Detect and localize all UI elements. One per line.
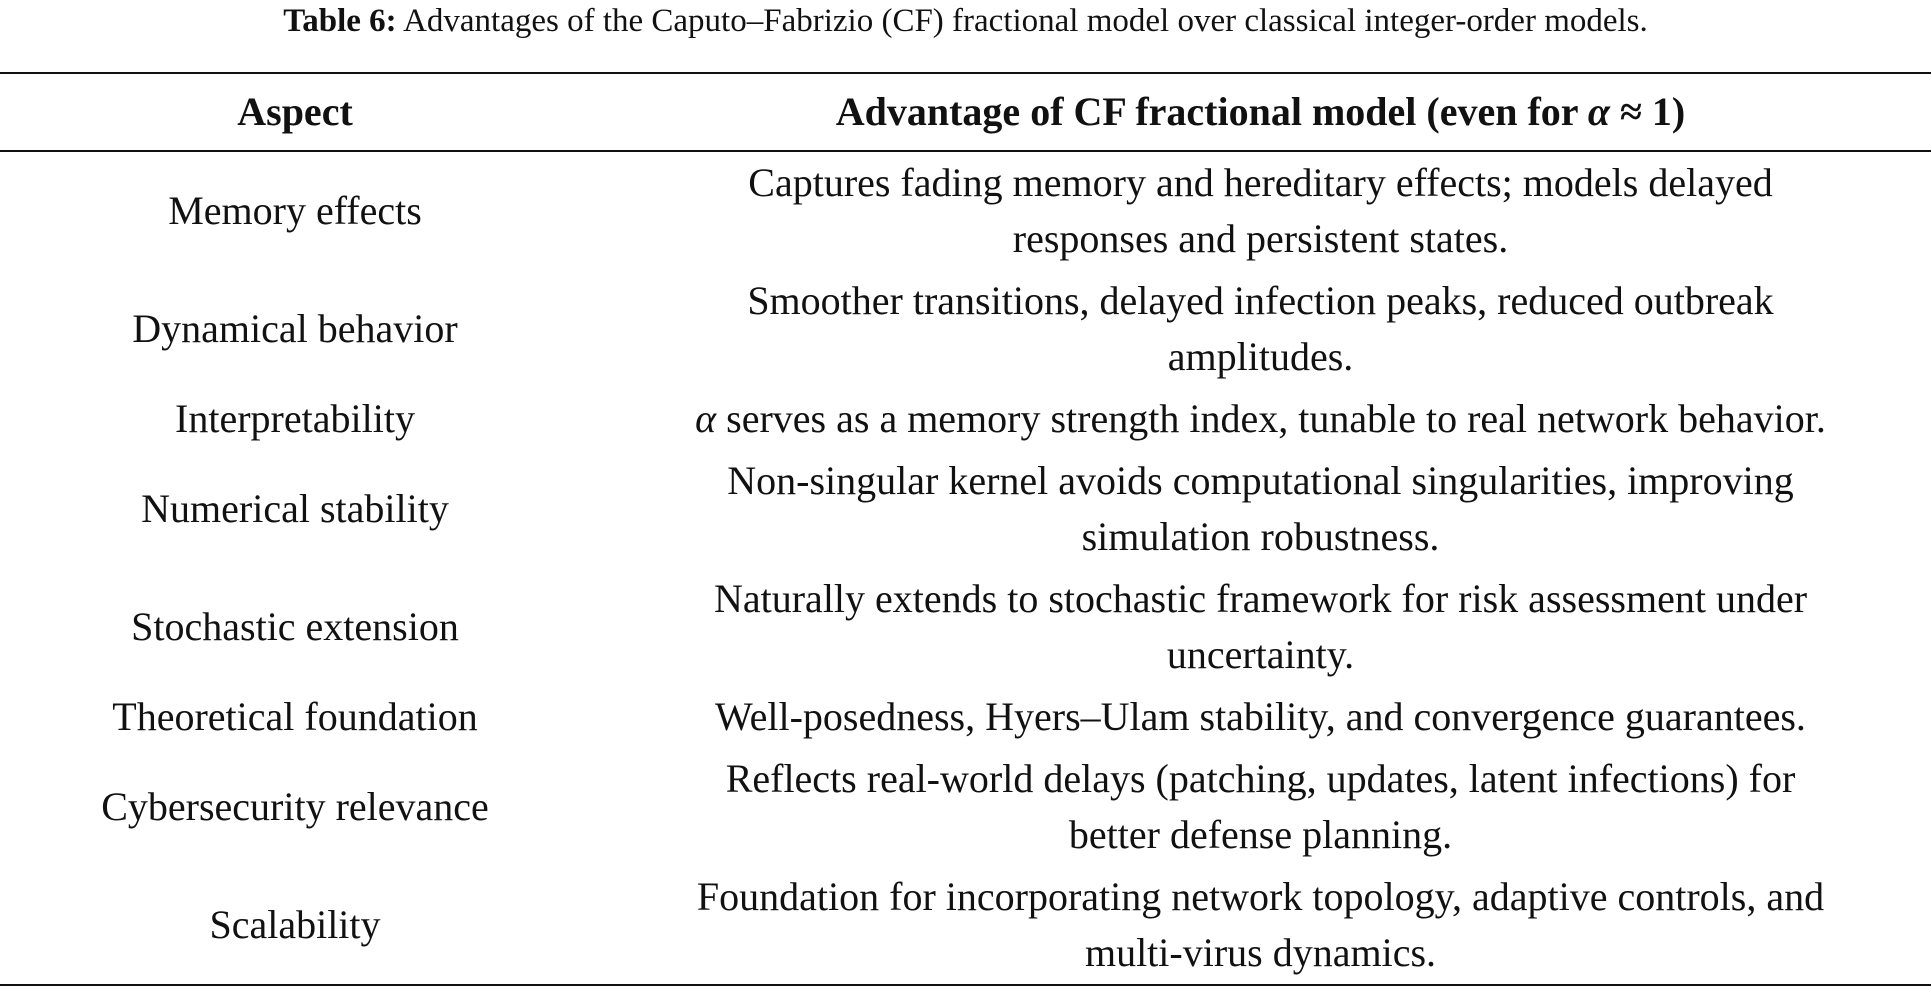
aspect-cell: Scalability <box>0 866 590 985</box>
aspect-cell: Stochastic extension <box>131 604 459 649</box>
caption-label: Table 6: <box>283 3 397 39</box>
table-row <box>0 686 1931 748</box>
alpha-symbol: α <box>695 396 717 441</box>
table-row <box>0 748 1931 866</box>
advantage-line: Naturally extends to stochastic framework for risk assessment under <box>713 576 1808 621</box>
advantage-line: Foundation for incorporating network topology, adaptive controls, and <box>696 874 1825 919</box>
table-row <box>0 450 1931 568</box>
advantage-cell <box>590 686 1931 748</box>
advantage-line: Non-singular kernel avoids computational singularities, improving <box>727 458 1794 503</box>
aspect-cell: Cybersecurity relevance <box>101 784 489 829</box>
header-advantage: Advantage of CF fractional model (even for α ≈ 1) <box>590 73 1931 151</box>
table-row <box>0 388 1931 450</box>
caption-text: Advantages of the Caputo–Fabrizio (CF) fractional model over classical integer-order models. <box>403 3 1648 39</box>
advantage-cell <box>590 568 1931 686</box>
advantage-line: Captures fading memory and hereditary effects; models delayed <box>748 160 1773 205</box>
advantages-table-container <box>0 72 1931 986</box>
header-aspect: Aspect <box>0 73 590 151</box>
alpha-symbol: α <box>1587 89 1610 134</box>
aspect-cell: Numerical stability <box>141 486 449 531</box>
advantage-line: Well-posedness, Hyers–Ulam stability, and convergence guarantees. <box>715 694 1806 739</box>
table-row <box>0 568 1931 686</box>
table-row <box>0 866 1931 985</box>
advantage-cell <box>590 388 1931 450</box>
advantage-line: responses and persistent states. <box>1012 216 1509 261</box>
aspect-cell: Dynamical behavior <box>132 306 458 351</box>
advantage-line: multi-virus dynamics. <box>1084 930 1437 975</box>
aspect-cell: Theoretical foundation <box>112 694 478 739</box>
advantage-line: simulation robustness. <box>1081 514 1440 559</box>
table-caption <box>0 0 1931 55</box>
aspect-cell: Memory effects <box>168 188 422 233</box>
advantage-cell <box>590 270 1931 388</box>
advantage-line: uncertainty. <box>1166 632 1355 677</box>
advantage-cell <box>590 748 1931 866</box>
advantage-line: α serves as a memory strength index, tunable to real network behavior. <box>695 396 1826 441</box>
advantage-cell <box>590 450 1931 568</box>
advantage-line: amplitudes. <box>1167 334 1354 379</box>
advantage-cell <box>590 151 1931 270</box>
table-row <box>0 151 1931 270</box>
advantage-line: better defense planning. <box>1068 812 1453 857</box>
aspect-cell: Interpretability <box>175 396 415 441</box>
table-row <box>0 270 1931 388</box>
table-header-row <box>0 73 1931 151</box>
advantage-line: Reflects real-world delays (patching, updates, latent infections) for <box>725 756 1796 801</box>
advantage-line: Smoother transitions, delayed infection peaks, reduced outbreak <box>747 278 1774 323</box>
advantage-cell <box>590 866 1931 985</box>
advantages-table <box>0 72 1931 986</box>
